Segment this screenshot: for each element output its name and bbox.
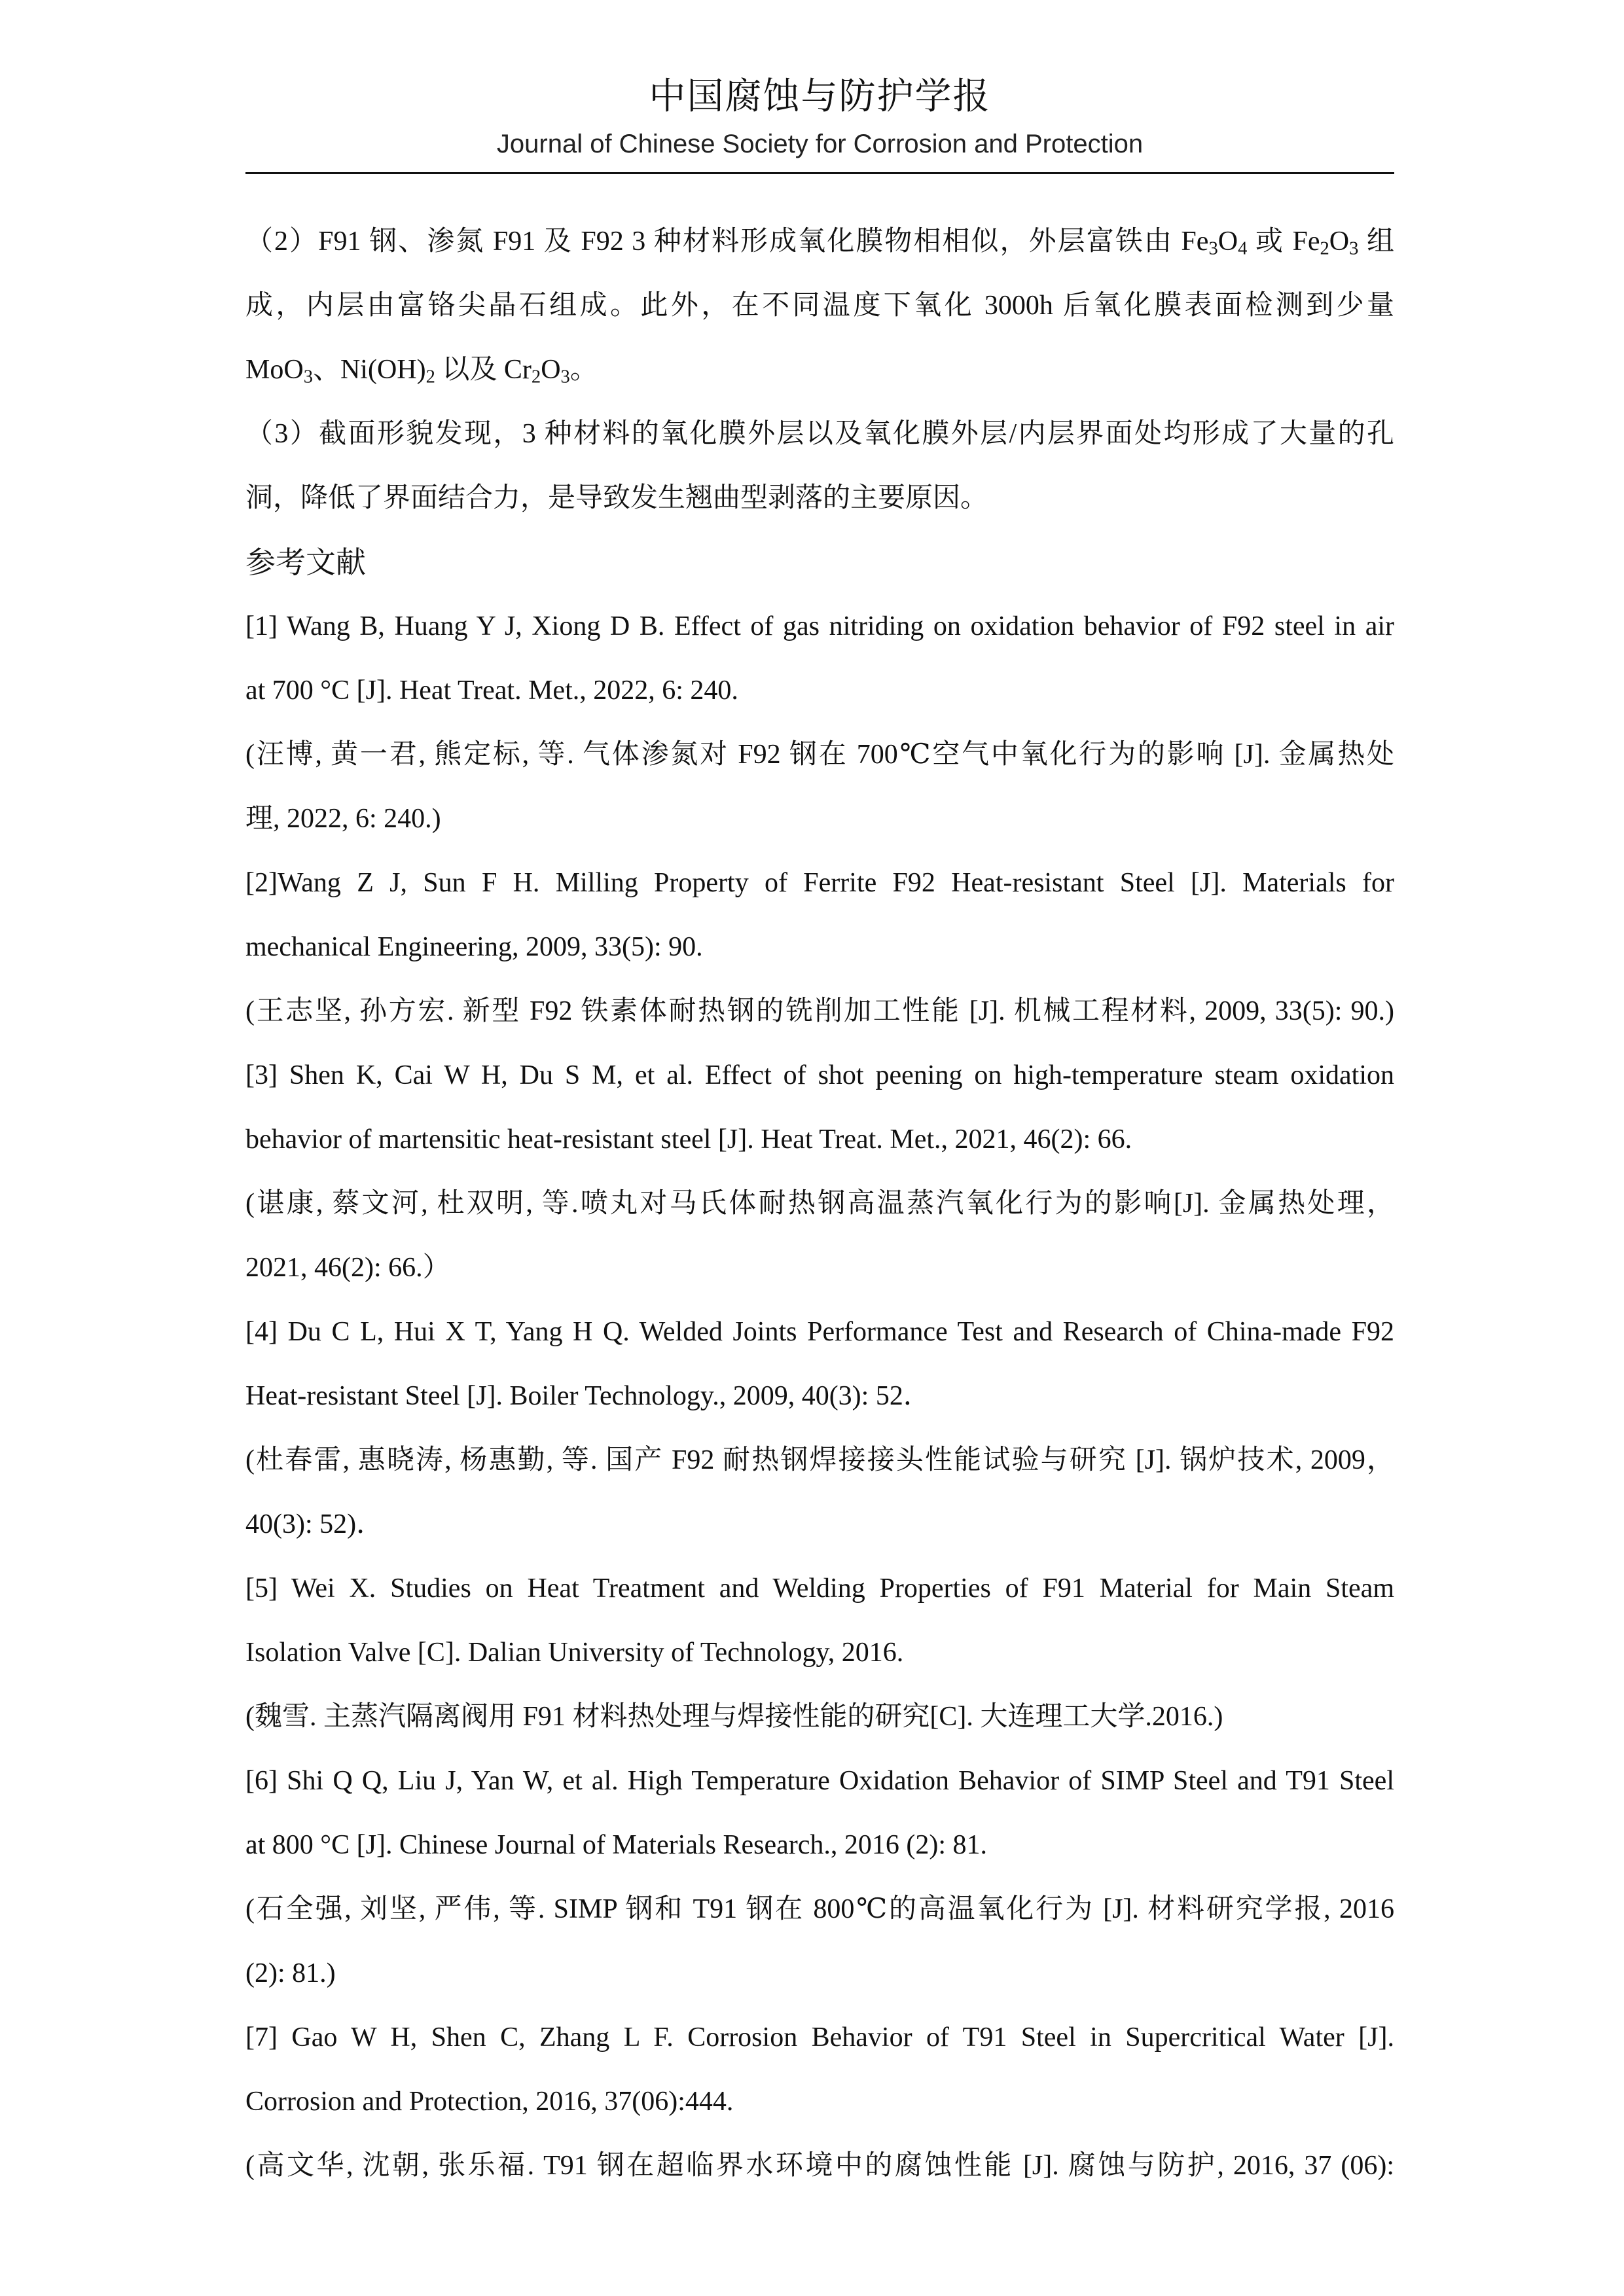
header-divider	[245, 172, 1394, 174]
reference-line: Isolation Valve [C]. Dalian University of Technology, 2016.	[245, 1638, 904, 1668]
reference-line: (高文华, 沈朝, 张乐福. T91 钢在超临界水环境中的腐蚀性能 [J]. 腐蚀与防护, 2016, 37 (06):	[245, 2151, 1394, 2181]
reference-line: [7] Gao W H, Shen C, Zhang L F. Corrosion Behavior of T91 Steel in Supercritical Water [J].	[245, 2022, 1394, 2053]
reference-line: 2021, 46(2): 66.）	[245, 1253, 450, 1283]
reference-line: (2): 81.)	[245, 1958, 336, 1988]
paragraph-line: 洞，降低了界面结合力，是导致发生翘曲型剥落的主要原因。	[245, 483, 988, 513]
paragraph-line: （3）截面形貌发现，3 种材料的氧化膜外层以及氧化膜外层/内层界面处均形成了大量的孔	[245, 419, 1394, 449]
journal-title-en: Journal of Chinese Society for Corrosion and Protection	[496, 130, 1144, 158]
reference-line: (王志坚, 孙方宏. 新型 F92 铁素体耐热钢的铣削加工性能 [J]. 机械工程材料, 2009, 33(5): 90.)	[245, 996, 1394, 1026]
journal-title-cn: 中国腐蚀与防护学报	[649, 75, 991, 118]
reference-line: 40(3): 52)．	[245, 1509, 384, 1539]
references-heading: 参考文献	[245, 545, 366, 580]
paragraph-line: （2）F91 钢、渗氮 F91 及 F92 3 种材料形成氧化膜物相相似，外层富铁由 $Fe_3O_4$ 或 $Fe_2O_3$ 组	[245, 226, 1394, 259]
conclusion-2	[245, 209, 1394, 402]
reference-line: [5] Wei X. Studies on Heat Treatment and Welding Properties of F91 Material for Main Steam	[245, 1573, 1394, 1604]
paragraph-line: 成，内层由富铬尖晶石组成。此外，在不同温度下氧化 3000h 后氧化膜表面检测到少量	[245, 291, 1394, 321]
reference-line: [1] Wang B, Huang Y J, Xiong D B. Effect of gas nitriding on oxidation behavior of F92 steel in air	[245, 611, 1394, 641]
reference-line: at 700 °C [J]. Heat Treat. Met., 2022, 6: 240.	[245, 675, 738, 706]
reference-line: [4] Du C L, Hui X T, Yang H Q. Welded Joints Performance Test and Research of China-made F92	[245, 1317, 1394, 1347]
reference-list	[245, 594, 1394, 2198]
reference-line: [2]Wang Z J, Sun F H. Milling Property of Ferrite F92 Heat-resistant Steel [J]. Materials for	[245, 868, 1394, 898]
reference-line: Heat-resistant Steel [J]. Boiler Technology., 2009, 40(3): 52．	[245, 1381, 931, 1411]
reference-line: at 800 °C [J]. Chinese Journal of Materials Research., 2016 (2): 81.	[245, 1830, 988, 1860]
page-header	[245, 71, 1394, 164]
reference-line: (石全强, 刘坚, 严伟, 等. SIMP 钢和 T91 钢在 800℃的高温氧化行为 [J]. 材料研究学报, 2016	[245, 1894, 1394, 1924]
paragraph-line: MoO$_3$、$Ni(OH)_2$ 以及 $Cr_2O_3$。	[245, 355, 598, 387]
reference-line: Corrosion and Protection, 2016, 37(06):444.	[245, 2087, 734, 2117]
reference-line: 理, 2022, 6: 240.)	[245, 804, 441, 834]
reference-line: (谌康, 蔡文河, 杜双明, 等.喷丸对马氏体耐热钢高温蒸汽氧化行为的影响[J]. 金属热处理，	[245, 1189, 1394, 1219]
reference-line: (杜春雷, 惠晓涛, 杨惠勤, 等. 国产 F92 耐热钢焊接接头性能试验与研究 [J]. 锅炉技术, 2009，	[245, 1445, 1394, 1475]
reference-line: (魏雪. 主蒸汽隔离阀用 F91 材料热处理与焊接性能的研究[C]. 大连理工大学.2016.)	[245, 1702, 1223, 1732]
reference-line: behavior of martensitic heat-resistant steel [J]. Heat Treat. Met., 2021, 46(2): 66.	[245, 1124, 1132, 1155]
reference-line: [3] Shen K, Cai W H, Du S M, et al. Effect of shot peening on high-temperature steam oxidation	[245, 1060, 1394, 1090]
conclusion-3	[245, 402, 1394, 530]
reference-line: [6] Shi Q Q, Liu J, Yan W, et al. High Temperature Oxidation Behavior of SIMP Steel and T91 Steel	[245, 1766, 1394, 1796]
reference-line: mechanical Engineering, 2009, 33(5): 90.	[245, 932, 703, 962]
page-body	[245, 209, 1394, 2198]
reference-line: (汪博, 黄一君, 熊定标, 等. 气体渗氮对 F92 钢在 700℃空气中氧化行为的影响 [J]. 金属热处	[245, 740, 1394, 770]
